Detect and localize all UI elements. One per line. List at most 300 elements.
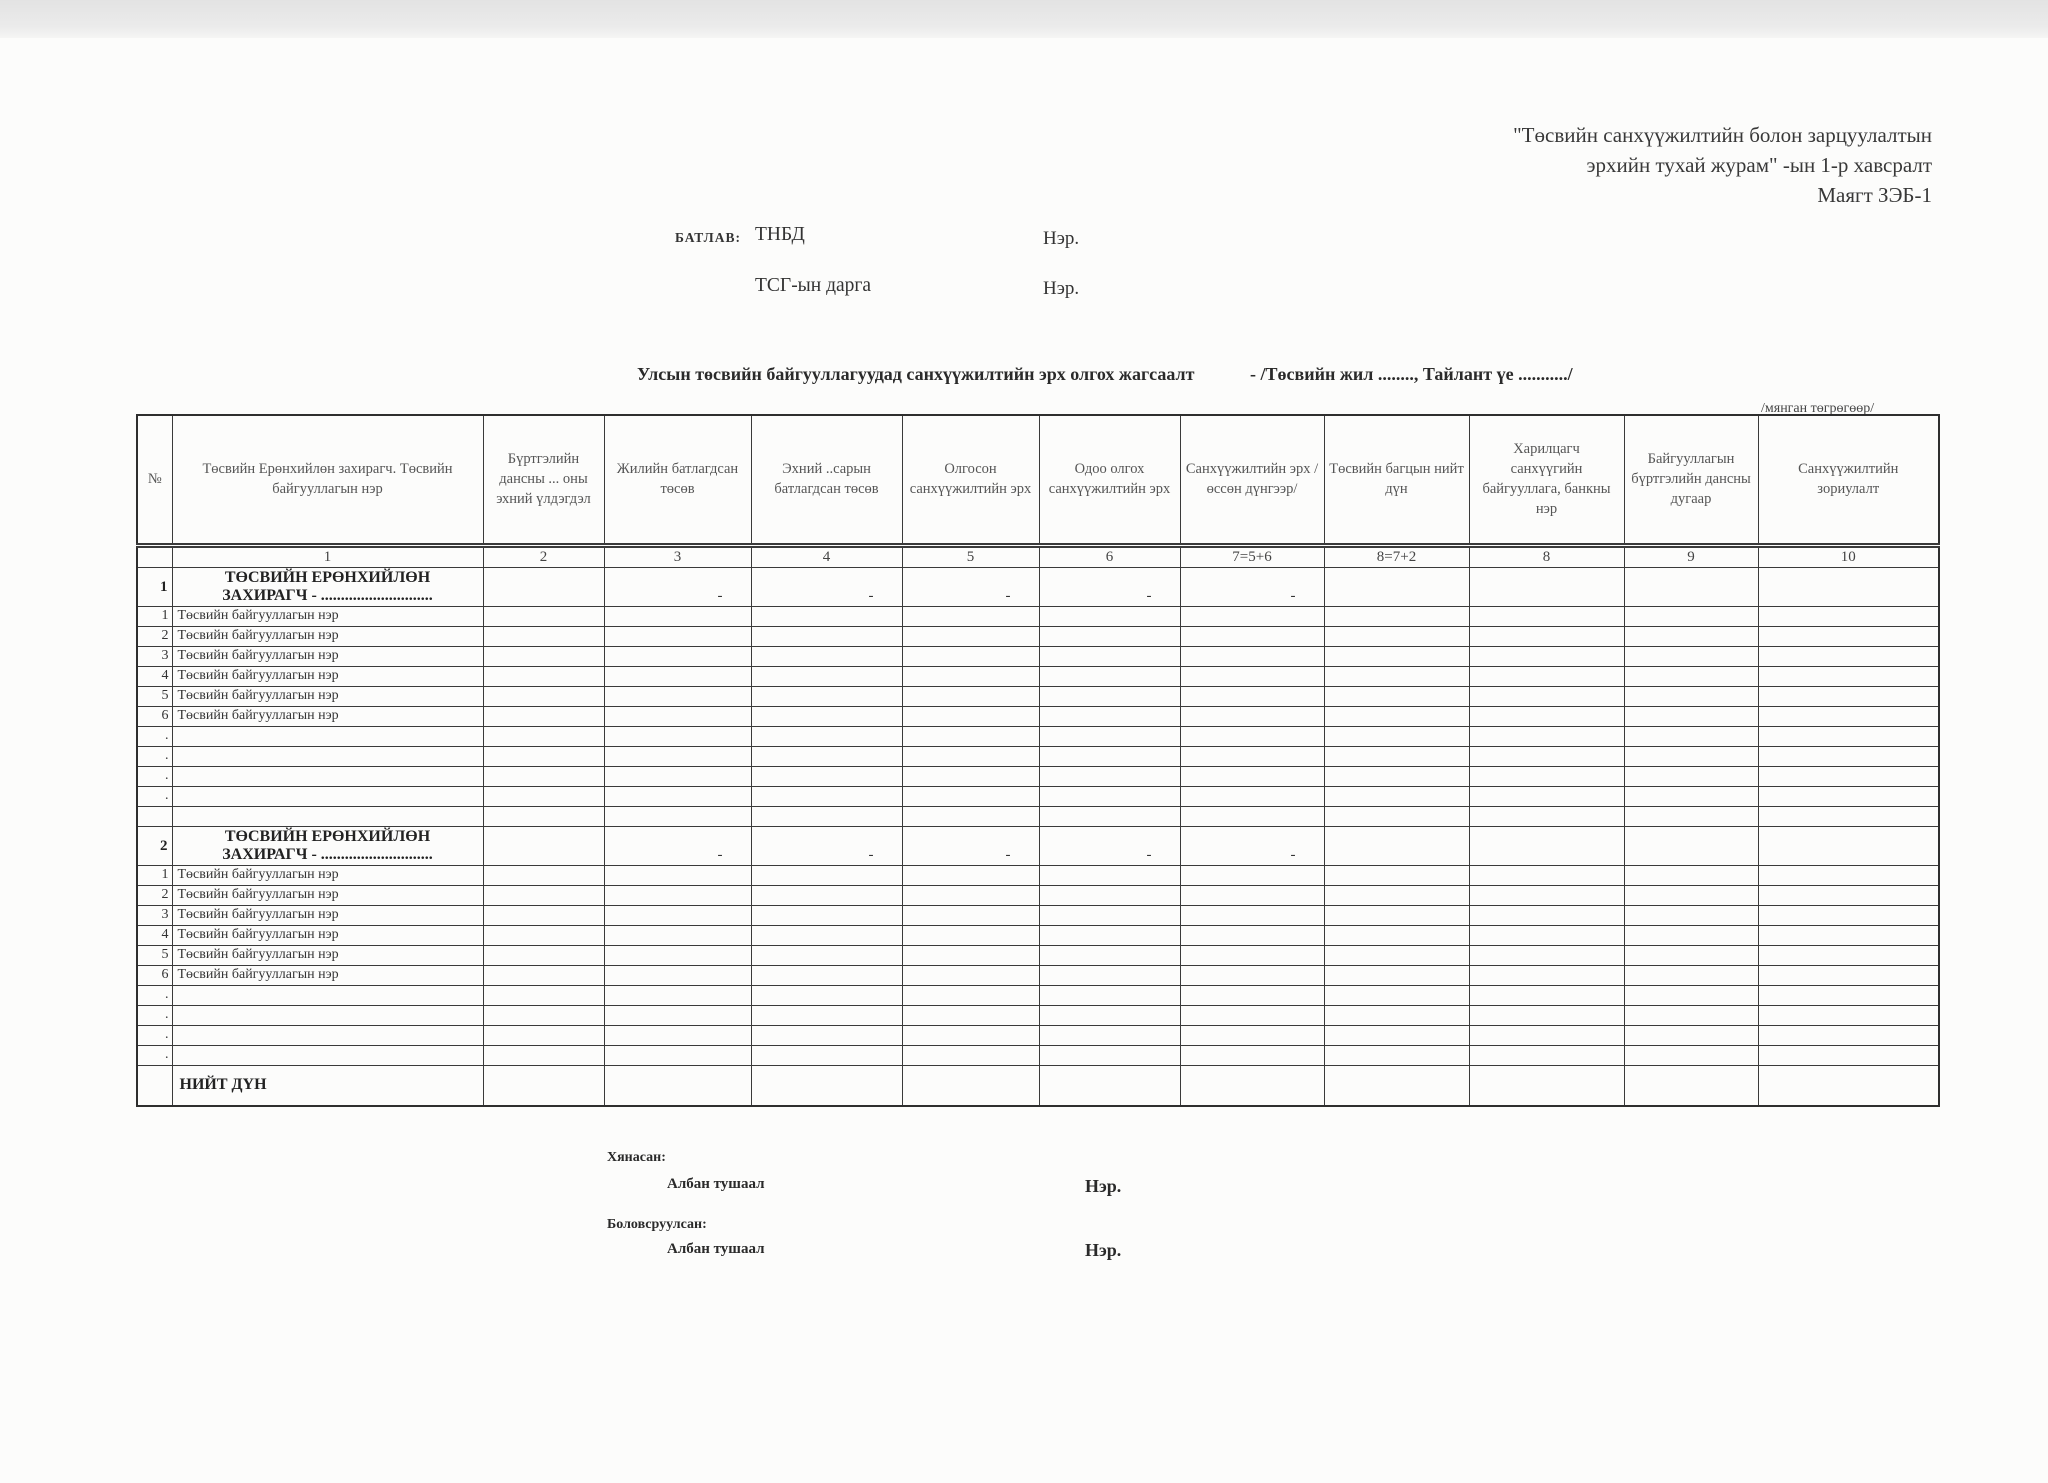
cumulative-rights-cell — [1180, 865, 1324, 885]
organization-name: Төсвийн байгууллагын нэр — [172, 626, 483, 646]
cumulative-rights-cell — [1180, 1065, 1324, 1106]
current-rights-cell — [1039, 1045, 1180, 1065]
purpose-cell — [1758, 1025, 1939, 1045]
annual-budget-cell — [604, 1005, 751, 1025]
bank-name-cell — [1469, 806, 1624, 826]
granted-rights-cell: - — [902, 567, 1039, 606]
purpose-cell — [1758, 726, 1939, 746]
account-number-cell — [1624, 925, 1758, 945]
purpose-cell — [1758, 766, 1939, 786]
account-number-cell — [1624, 965, 1758, 985]
col-header-current-rights: Одоо олгох санхүүжилтийн эрх — [1039, 415, 1180, 545]
organization-name — [172, 806, 483, 826]
account-number-cell — [1624, 706, 1758, 726]
table-row — [137, 905, 1939, 925]
bank-name-cell — [1469, 686, 1624, 706]
period-budget-cell — [751, 925, 902, 945]
opening-balance-cell — [483, 606, 604, 626]
column-number-cell: 5 — [902, 545, 1039, 567]
opening-balance-cell — [483, 726, 604, 746]
blank-row — [137, 806, 1939, 826]
cumulative-rights-cell — [1180, 806, 1324, 826]
current-rights-cell — [1039, 1005, 1180, 1025]
column-number-row — [137, 545, 1939, 567]
scan-border — [0, 0, 2048, 38]
purpose-cell — [1758, 1065, 1939, 1106]
bank-name-cell — [1469, 567, 1624, 606]
organization-name: Төсвийн байгууллагын нэр — [172, 646, 483, 666]
account-number-cell — [1624, 1045, 1758, 1065]
opening-balance-cell — [483, 706, 604, 726]
col-header-opening-balance: Бүртгэлийн дансны ... оны эхний үлдэгдэл — [483, 415, 604, 545]
cumulative-rights-cell — [1180, 1025, 1324, 1045]
granted-rights-cell — [902, 726, 1039, 746]
bank-name-cell — [1469, 626, 1624, 646]
annual-budget-cell: - — [604, 567, 751, 606]
organization-name: Төсвийн байгууллагын нэр — [172, 606, 483, 626]
approver-name-label-2: Нэр. — [1043, 278, 1080, 299]
package-total-cell — [1324, 746, 1469, 766]
account-number-cell — [1624, 746, 1758, 766]
cumulative-rights-cell — [1180, 786, 1324, 806]
granted-rights-cell — [902, 885, 1039, 905]
current-rights-cell — [1039, 746, 1180, 766]
opening-balance-cell — [483, 985, 604, 1005]
period-budget-cell — [751, 686, 902, 706]
granted-rights-cell — [902, 766, 1039, 786]
opening-balance-cell — [483, 885, 604, 905]
column-number-cell — [137, 545, 172, 567]
table-header — [137, 415, 1939, 567]
annual-budget-cell — [604, 666, 751, 686]
row-number: 5 — [137, 686, 172, 706]
row-number: 4 — [137, 925, 172, 945]
organization-name: Төсвийн байгууллагын нэр — [172, 905, 483, 925]
current-rights-cell — [1039, 786, 1180, 806]
purpose-cell — [1758, 905, 1939, 925]
account-number-cell — [1624, 726, 1758, 746]
group-row — [137, 826, 1939, 865]
granted-rights-cell — [902, 865, 1039, 885]
period-budget-cell — [751, 965, 902, 985]
row-number: 5 — [137, 945, 172, 965]
organization-name: Төсвийн байгууллагын нэр — [172, 666, 483, 686]
cumulative-rights-cell — [1180, 766, 1324, 786]
granted-rights-cell — [902, 706, 1039, 726]
current-rights-cell — [1039, 905, 1180, 925]
organization-name: Төсвийн байгууллагын нэр — [172, 885, 483, 905]
package-total-cell — [1324, 945, 1469, 965]
column-number-cell: 8 — [1469, 545, 1624, 567]
annex-note — [1513, 120, 1932, 210]
period-budget-cell — [751, 1025, 902, 1045]
package-total-cell — [1324, 626, 1469, 646]
approver-position-1: ТНБД — [755, 224, 805, 245]
granted-rights-cell — [902, 1005, 1039, 1025]
purpose-cell — [1758, 606, 1939, 626]
current-rights-cell — [1039, 945, 1180, 965]
account-number-cell — [1624, 786, 1758, 806]
opening-balance-cell — [483, 826, 604, 865]
purpose-cell — [1758, 885, 1939, 905]
group-title-line: ТӨСВИЙН ЕРӨНХИЙЛӨН — [224, 827, 431, 845]
current-rights-cell: - — [1039, 826, 1180, 865]
column-number-cell: 10 — [1758, 545, 1939, 567]
package-total-cell — [1324, 726, 1469, 746]
blank-row — [137, 726, 1939, 746]
row-number: 6 — [137, 706, 172, 726]
form-code: Маягт ЗЭБ-1 — [1817, 183, 1932, 207]
purpose-cell — [1758, 806, 1939, 826]
table-row — [137, 666, 1939, 686]
group-title — [172, 826, 483, 865]
granted-rights-cell — [902, 985, 1039, 1005]
period-budget-cell — [751, 1065, 902, 1106]
purpose-cell — [1758, 646, 1939, 666]
col-header-organization-name: Төсвийн Ерөнхийлөн захирагч. Төсвийн байгууллагын нэр — [172, 415, 483, 545]
table-row — [137, 865, 1939, 885]
row-number — [137, 806, 172, 826]
bank-name-cell — [1469, 985, 1624, 1005]
package-total-cell — [1324, 965, 1469, 985]
granted-rights-cell — [902, 686, 1039, 706]
table-row — [137, 925, 1939, 945]
row-number: 3 — [137, 905, 172, 925]
account-number-cell — [1624, 806, 1758, 826]
opening-balance-cell — [483, 766, 604, 786]
account-number-cell — [1624, 826, 1758, 865]
col-header-cumulative-rights: Санхүүжилтийн эрх /өссөн дүнгээр/ — [1180, 415, 1324, 545]
granted-rights-cell — [902, 806, 1039, 826]
opening-balance-cell — [483, 786, 604, 806]
cumulative-rights-cell: - — [1180, 826, 1324, 865]
period-budget-cell — [751, 806, 902, 826]
purpose-cell — [1758, 1005, 1939, 1025]
purpose-cell — [1758, 865, 1939, 885]
cumulative-rights-cell — [1180, 606, 1324, 626]
blank-row — [137, 766, 1939, 786]
bank-name-cell — [1469, 766, 1624, 786]
row-number: 2 — [137, 885, 172, 905]
group-title-line: ЗАХИРАГЧ - ............................ — [222, 845, 433, 863]
annual-budget-cell — [604, 985, 751, 1005]
account-number-cell — [1624, 626, 1758, 646]
account-number-cell — [1624, 766, 1758, 786]
annual-budget-cell — [604, 1065, 751, 1106]
annual-budget-cell — [604, 925, 751, 945]
package-total-cell — [1324, 985, 1469, 1005]
period-budget-cell: - — [751, 567, 902, 606]
account-number-cell — [1624, 1065, 1758, 1106]
column-number-cell: 3 — [604, 545, 751, 567]
column-number-cell: 8=7+2 — [1324, 545, 1469, 567]
current-rights-cell — [1039, 606, 1180, 626]
opening-balance-cell — [483, 1065, 604, 1106]
granted-rights-cell — [902, 1065, 1039, 1106]
account-number-cell — [1624, 606, 1758, 626]
opening-balance-cell — [483, 865, 604, 885]
purpose-cell — [1758, 826, 1939, 865]
cumulative-rights-cell — [1180, 885, 1324, 905]
granted-rights-cell — [902, 666, 1039, 686]
cumulative-rights-cell — [1180, 1005, 1324, 1025]
granted-rights-cell — [902, 905, 1039, 925]
row-number: . — [137, 746, 172, 766]
opening-balance-cell — [483, 646, 604, 666]
current-rights-cell — [1039, 806, 1180, 826]
account-number-cell — [1624, 646, 1758, 666]
period-budget-cell — [751, 726, 902, 746]
col-header-purpose: Санхүүжилтийн зориулалт — [1758, 415, 1939, 545]
allocation-table — [136, 414, 1940, 1107]
cumulative-rights-cell — [1180, 646, 1324, 666]
current-rights-cell — [1039, 726, 1180, 746]
col-header-account-number: Байгууллагын бүртгэлийн дансны дугаар — [1624, 415, 1758, 545]
annual-budget-cell — [604, 726, 751, 746]
bank-name-cell — [1469, 786, 1624, 806]
package-total-cell — [1324, 606, 1469, 626]
account-number-cell — [1624, 905, 1758, 925]
purpose-cell — [1758, 567, 1939, 606]
organization-name — [172, 786, 483, 806]
current-rights-cell — [1039, 985, 1180, 1005]
purpose-cell — [1758, 666, 1939, 686]
cumulative-rights-cell — [1180, 666, 1324, 686]
current-rights-cell — [1039, 925, 1180, 945]
blank-row — [137, 1045, 1939, 1065]
col-header-annual-budget: Жилийн батлагдсан төсөв — [604, 415, 751, 545]
period-budget-cell — [751, 945, 902, 965]
package-total-cell — [1324, 1025, 1469, 1045]
organization-name: Төсвийн байгууллагын нэр — [172, 945, 483, 965]
bank-name-cell — [1469, 646, 1624, 666]
row-number: 2 — [137, 626, 172, 646]
table-row — [137, 606, 1939, 626]
granted-rights-cell — [902, 945, 1039, 965]
package-total-cell — [1324, 865, 1469, 885]
col-header-granted-rights: Олгосон санхүүжилтийн эрх — [902, 415, 1039, 545]
group-number: 2 — [137, 826, 172, 865]
current-rights-cell — [1039, 666, 1180, 686]
granted-rights-cell — [902, 925, 1039, 945]
period-budget-cell — [751, 666, 902, 686]
package-total-cell — [1324, 567, 1469, 606]
opening-balance-cell — [483, 1005, 604, 1025]
bank-name-cell — [1469, 865, 1624, 885]
row-number: 1 — [137, 865, 172, 885]
annual-budget-cell — [604, 786, 751, 806]
opening-balance-cell — [483, 965, 604, 985]
approver-position-2: ТСГ-ын дарга — [755, 275, 872, 296]
purpose-cell — [1758, 786, 1939, 806]
annual-budget-cell — [604, 706, 751, 726]
purpose-cell — [1758, 1045, 1939, 1065]
package-total-cell — [1324, 646, 1469, 666]
blank-row — [137, 746, 1939, 766]
annual-budget-cell — [604, 766, 751, 786]
organization-name — [172, 1005, 483, 1025]
granted-rights-cell: - — [902, 826, 1039, 865]
current-rights-cell — [1039, 1065, 1180, 1106]
bank-name-cell — [1469, 885, 1624, 905]
cumulative-rights-cell — [1180, 985, 1324, 1005]
total-label: НИЙТ ДҮН — [172, 1065, 483, 1106]
table-body — [137, 567, 1939, 1106]
opening-balance-cell — [483, 626, 604, 646]
annual-budget-cell — [604, 865, 751, 885]
cumulative-rights-cell: - — [1180, 567, 1324, 606]
period-budget-cell: - — [751, 826, 902, 865]
granted-rights-cell — [902, 1025, 1039, 1045]
annex-line-1: "Төсвийн санхүүжилтийн болон зарцуулалтын — [1513, 123, 1932, 147]
bank-name-cell — [1469, 826, 1624, 865]
purpose-cell — [1758, 706, 1939, 726]
cumulative-rights-cell — [1180, 686, 1324, 706]
group-row — [137, 567, 1939, 606]
annual-budget-cell — [604, 1025, 751, 1045]
account-number-cell — [1624, 945, 1758, 965]
package-total-cell — [1324, 826, 1469, 865]
reviewed-label: Хянасан: — [607, 1150, 666, 1165]
bank-name-cell — [1469, 905, 1624, 925]
current-rights-cell — [1039, 865, 1180, 885]
account-number-cell — [1624, 1025, 1758, 1045]
account-number-cell — [1624, 686, 1758, 706]
row-number: 3 — [137, 646, 172, 666]
account-number-cell — [1624, 666, 1758, 686]
approval-label: БАТЛАВ: — [675, 230, 741, 245]
package-total-cell — [1324, 786, 1469, 806]
period-budget-cell — [751, 786, 902, 806]
organization-name: Төсвийн байгууллагын нэр — [172, 686, 483, 706]
granted-rights-cell — [902, 606, 1039, 626]
period-budget-cell — [751, 885, 902, 905]
annual-budget-cell — [604, 686, 751, 706]
purpose-cell — [1758, 945, 1939, 965]
column-number-cell: 1 — [172, 545, 483, 567]
reviewer-name-label: Нэр. — [1085, 1176, 1122, 1196]
bank-name-cell — [1469, 706, 1624, 726]
column-number-cell: 6 — [1039, 545, 1180, 567]
cumulative-rights-cell — [1180, 626, 1324, 646]
bank-name-cell — [1469, 945, 1624, 965]
row-number — [137, 1065, 172, 1106]
opening-balance-cell — [483, 746, 604, 766]
bank-name-cell — [1469, 1025, 1624, 1045]
row-number: . — [137, 786, 172, 806]
bank-name-cell — [1469, 1065, 1624, 1106]
opening-balance-cell — [483, 1025, 604, 1045]
bank-name-cell — [1469, 1005, 1624, 1025]
col-header-number: № — [137, 415, 172, 545]
prepared-label: Боловсруулсан: — [607, 1217, 707, 1232]
cumulative-rights-cell — [1180, 965, 1324, 985]
opening-balance-cell — [483, 666, 604, 686]
row-number: 4 — [137, 666, 172, 686]
cumulative-rights-cell — [1180, 746, 1324, 766]
current-rights-cell — [1039, 1025, 1180, 1045]
group-title — [172, 567, 483, 606]
purpose-cell — [1758, 626, 1939, 646]
package-total-cell — [1324, 905, 1469, 925]
blank-row — [137, 985, 1939, 1005]
table-row — [137, 626, 1939, 646]
row-number: . — [137, 1005, 172, 1025]
col-header-bank-name: Харилцагч санхүүгийн байгууллага, банкны нэр — [1469, 415, 1624, 545]
approver-name-label-1: Нэр. — [1043, 228, 1080, 249]
organization-name — [172, 726, 483, 746]
column-number-cell: 2 — [483, 545, 604, 567]
current-rights-cell — [1039, 646, 1180, 666]
bank-name-cell — [1469, 925, 1624, 945]
period-budget-cell — [751, 1045, 902, 1065]
organization-name: Төсвийн байгууллагын нэр — [172, 965, 483, 985]
column-number-cell: 4 — [751, 545, 902, 567]
reviewer-position: Албан тушаал — [667, 1176, 765, 1192]
bank-name-cell — [1469, 1045, 1624, 1065]
annual-budget-cell — [604, 1045, 751, 1065]
cumulative-rights-cell — [1180, 726, 1324, 746]
organization-name: Төсвийн байгууллагын нэр — [172, 706, 483, 726]
preparer-name-label: Нэр. — [1085, 1240, 1122, 1260]
row-number: . — [137, 766, 172, 786]
current-rights-cell — [1039, 706, 1180, 726]
current-rights-cell — [1039, 626, 1180, 646]
account-number-cell — [1624, 567, 1758, 606]
annual-budget-cell — [604, 885, 751, 905]
purpose-cell — [1758, 925, 1939, 945]
period-budget-cell — [751, 746, 902, 766]
period-budget-cell — [751, 626, 902, 646]
row-number: 1 — [137, 606, 172, 626]
opening-balance-cell — [483, 905, 604, 925]
table-row — [137, 945, 1939, 965]
current-rights-cell — [1039, 965, 1180, 985]
package-total-cell — [1324, 1065, 1469, 1106]
package-total-cell — [1324, 806, 1469, 826]
col-header-package-total: Төсвийн багцын нийт дүн — [1324, 415, 1469, 545]
purpose-cell — [1758, 965, 1939, 985]
blank-row — [137, 1025, 1939, 1045]
cumulative-rights-cell — [1180, 925, 1324, 945]
annual-budget-cell — [604, 945, 751, 965]
organization-name — [172, 1045, 483, 1065]
document-title: Улсын төсвийн байгууллагуудад санхүүжилтийн эрх олгох жагсаалт — [637, 364, 1195, 384]
current-rights-cell — [1039, 686, 1180, 706]
cumulative-rights-cell — [1180, 945, 1324, 965]
granted-rights-cell — [902, 786, 1039, 806]
row-number: . — [137, 726, 172, 746]
bank-name-cell — [1469, 746, 1624, 766]
package-total-cell — [1324, 706, 1469, 726]
opening-balance-cell — [483, 1045, 604, 1065]
current-rights-cell — [1039, 885, 1180, 905]
organization-name — [172, 1025, 483, 1045]
table-row — [137, 686, 1939, 706]
bank-name-cell — [1469, 606, 1624, 626]
account-number-cell — [1624, 985, 1758, 1005]
organization-name — [172, 746, 483, 766]
purpose-cell — [1758, 985, 1939, 1005]
table-row — [137, 885, 1939, 905]
granted-rights-cell — [902, 626, 1039, 646]
period-budget-cell — [751, 706, 902, 726]
group-title-line: ТӨСВИЙН ЕРӨНХИЙЛӨН — [224, 568, 431, 586]
granted-rights-cell — [902, 1045, 1039, 1065]
column-number-cell: 9 — [1624, 545, 1758, 567]
opening-balance-cell — [483, 686, 604, 706]
package-total-cell — [1324, 1005, 1469, 1025]
